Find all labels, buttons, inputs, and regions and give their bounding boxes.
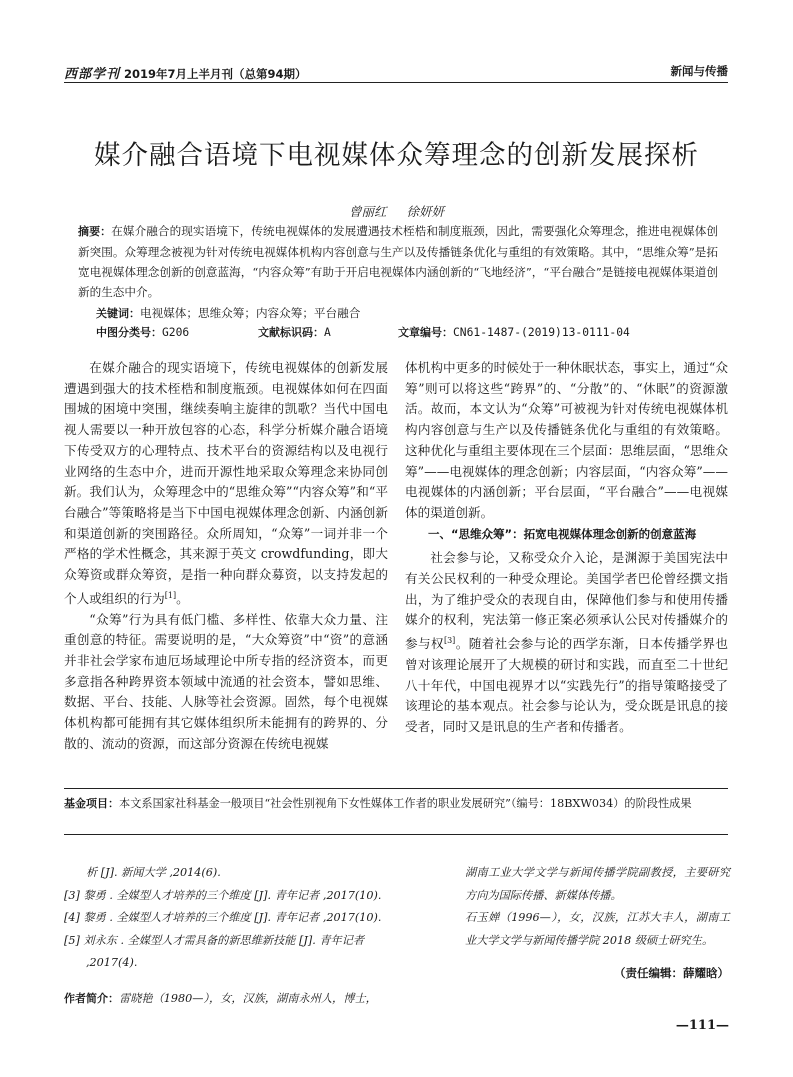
article-no-label: 文章编号：	[398, 326, 453, 339]
reference-item: [4] 黎勇 . 全媒型人才培养的三个维度 [J]. 青年记者 ,2017(10).	[64, 911, 382, 924]
clc-value: G206	[162, 326, 190, 339]
author-bio	[465, 862, 730, 952]
issue-info: 2019年7月上半月刊（总第94期）	[124, 67, 307, 81]
footnote-rule	[64, 788, 728, 789]
paragraph: “众筹”行为具有低门槛、多样性、依靠大众力量、注重创意的特征。需要说明的是，“大众筹资”中“资”的意涵并非社会学家布迪厄场域理论中所专指的经济资本，而更多意指各种跨界资本领域中流通的社会资本，譬如思维、数据、平台、技能、人脉等社会资源。固然，每个电视媒体机构都可能拥有其它媒体组织所未能拥有的跨界的、分散的、流动的资源，而这部分资源在传统电视媒	[64, 611, 388, 751]
reference-item: [3] 黎勇 . 全媒型人才培养的三个维度 [J]. 青年记者 ,2017(10).	[64, 888, 382, 902]
running-header	[64, 63, 728, 82]
funding-text: 本文系国家社科基金一般项目“社会性别视角下女性媒体工作者的职业发展研究”（编号：18BXW034）的阶段性成果	[119, 797, 692, 810]
abstract	[78, 221, 718, 302]
author-brief-label: 作者简介：	[64, 992, 119, 1005]
article-meta	[96, 324, 716, 340]
clc-label: 中图分类号：	[96, 326, 162, 339]
header-rule	[64, 82, 728, 83]
paragraph	[64, 358, 388, 610]
references	[64, 862, 394, 975]
bio-paragraph: 湖南工业大学文学与新闻传播学院副教授，主要研究方向为国际传播、新媒体传播。	[465, 866, 730, 902]
body-column-left	[64, 358, 388, 755]
keywords	[96, 305, 716, 321]
doc-value: A	[324, 326, 331, 339]
responsible-editor: （责任编辑：薛耀晗）	[614, 966, 729, 980]
author-2: 徐妍妍	[406, 204, 445, 219]
body-column-right	[405, 358, 728, 738]
doc-label: 文献标识码：	[258, 326, 324, 339]
paragraph: 体机构中更多的时候处于一种休眠状态，事实上，通过“众筹”则可以将这些“跨界”的、“分散”的、“休眠”的资源激活。故而，本文认为“众筹”可被视为针对传统电视媒体机构内容创意与生产以及传播链条优化与重组的有效策略。这种优化与重组主要体现在三个层面：思维层面，“思维众筹”——电视媒体的理念创新；内容层面，“内容众筹”——电视媒体的内涵创新；平台层面，“平台融合”——电视媒体的渠道创新。	[405, 360, 728, 520]
author-1: 曾丽红	[348, 204, 387, 219]
section-heading: 一、“思维众筹”：拓宽电视媒体理念创新的创意蓝海	[428, 526, 697, 541]
footnote-rule-bottom	[64, 834, 728, 835]
reference-item: [5] 刘永东 . 全媒型人才需具备的新思维新技能 [J]. 青年记者 ,2017(4).	[64, 933, 365, 969]
section-name: 新闻与传播	[670, 64, 728, 78]
abstract-label: 摘要：	[78, 225, 112, 238]
funding-label: 基金项目：	[64, 797, 119, 810]
paragraph-text: 。随着社会参与论的西学东渐，日本传播学界也曾对该理论展开了大规模的研讨和实践，而直至二十世纪八十年代，中国电视界才以“实践先行”的指导策略接受了该理论的基本观点。社会参与论认为，受众既是讯息的接受者，同时又是讯息的生产者和传播者。	[405, 636, 729, 735]
citation: [3]	[443, 636, 456, 646]
article-no-value: CN61-1487-(2019)13-0111-04	[453, 326, 630, 339]
article-title: 媒介融合语境下电视媒体众筹理念的创新发展探析	[94, 140, 699, 171]
keywords-label: 关键词：	[96, 307, 140, 320]
keywords-text: 电视媒体；思维众筹；内容众筹；平台融合	[140, 306, 361, 320]
abstract-text: 在媒介融合的现实语境下，传统电视媒体的发展遭遇技术桎梏和制度瓶颈，因此，需要强化众筹理念，推进电视媒体创新突围。众筹理念被视为针对传统电视媒体机构内容创意与生产以及传播链条优化与重组的有效策略。其中，“思维众筹”是拓宽电视媒体理念创新的创意蓝海，“内容众筹”有助于开启电视媒体内涵创新的“飞地经济”，“平台融合”是链接电视媒体渠道创新的生态中介。	[78, 224, 718, 299]
citation: [1]	[164, 590, 177, 600]
bio-paragraph: 石玉婵（1996—），女，汉族，江苏大丰人，湖南工业大学文学与新闻传播学院 2018 级硕士研究生。	[465, 911, 730, 947]
author-brief-text: 雷晓艳（1980—），女，汉族，湖南永州人，博士，	[119, 992, 377, 1005]
paragraph-text: 在媒介融合的现实语境下，传统电视媒体的创新发展遭遇到强大的技术桎梏和制度瓶颈。电视媒体如何在四面围城的困境中突围，继续奏响主旋律的凯歌？当代中国电视人需要以一种开放包容的心态，科学分析媒介融合语境下传受双方的心理特点、技术平台的资源结构以及电视行业网络的生态中介，进而开源性地采取众筹理念来协同创新。我们认为，众筹理念中的“思维众筹”“内容众筹”和“平台融合”等策略将是当下中国电视媒体理念创新、内涵创新和渠道创新的突围路径。众所周知，“众筹”一词并非一个严格的学术性概念，其来源于英文 crowdfunding，即大众筹资或群众筹资，是指一种向群众募资，以支持发起的个人或组织的行为	[64, 360, 388, 606]
paragraph	[405, 548, 728, 738]
page-number: —111—	[675, 1018, 729, 1033]
funding-note	[64, 796, 728, 812]
paragraph-text: 。	[176, 590, 189, 606]
reference-continued: 析 [J]. 新闻大学 ,2014(6).	[86, 866, 221, 879]
author-brief	[64, 990, 464, 1006]
paragraph-text: 社会参与论，又称受众介入论，是渊源于美国宪法中有关公民权利的一种受众理论。美国学者巴伦曾经撰文指出，为了维护受众的表现自由，保障他们参与和使用传播媒介的权利，宪法第一修正案必须承认公民对传播媒介的参与权	[405, 550, 728, 652]
journal-brand: 西部学刊	[64, 67, 121, 82]
authors	[0, 202, 793, 220]
